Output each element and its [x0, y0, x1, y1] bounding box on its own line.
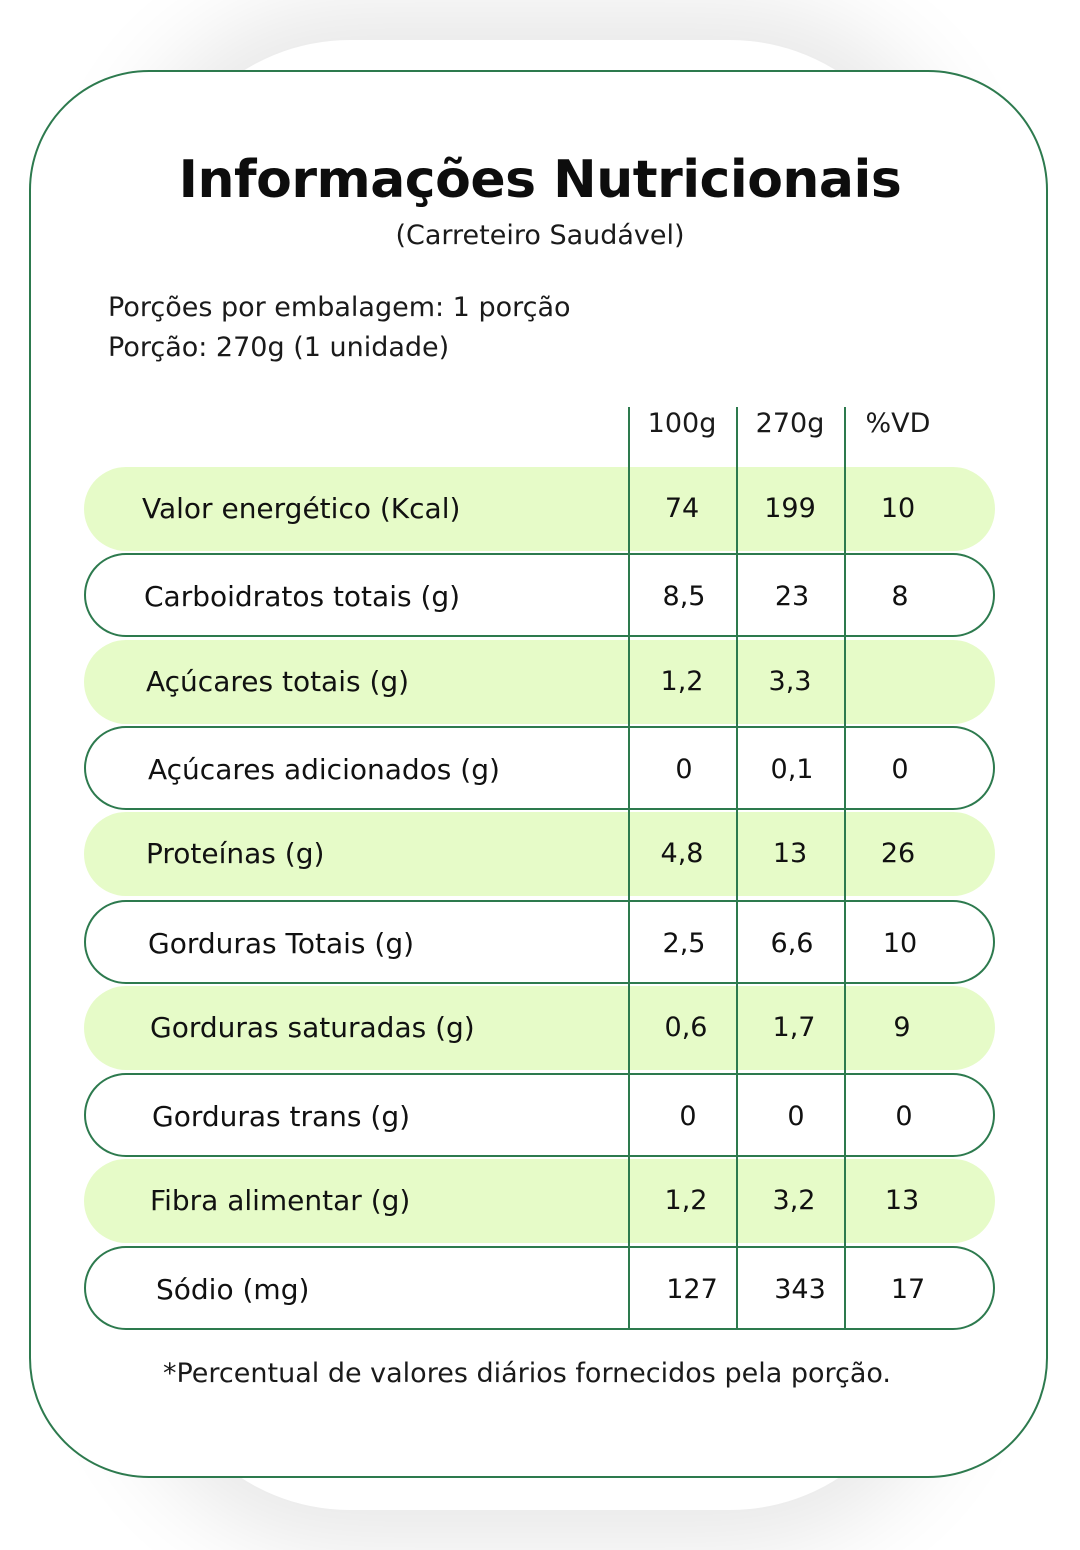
- value-270g: 343: [774, 1274, 826, 1305]
- row-label: Valor energético (Kcal): [142, 492, 461, 525]
- column-header-vd: %VD: [865, 408, 931, 439]
- row-label: Gorduras saturadas (g): [150, 1011, 475, 1044]
- table-row: [84, 1159, 995, 1243]
- row-label: Gorduras Totais (g): [148, 927, 415, 960]
- value-vd: [844, 640, 952, 724]
- value-100g: 74: [664, 493, 700, 524]
- value-270g: 0: [787, 1101, 805, 1132]
- row-label: Gorduras trans (g): [152, 1100, 411, 1133]
- page-title: Informações Nutricionais: [178, 150, 902, 210]
- row-label: Açúcares adicionados (g): [148, 753, 500, 786]
- value-270g: 3,3: [768, 666, 812, 697]
- value-270g: 23: [774, 581, 810, 612]
- value-100g: 0,6: [664, 1012, 708, 1043]
- value-vd: 0: [891, 754, 909, 785]
- value-270g: 199: [764, 493, 816, 524]
- value-100g: 0: [675, 754, 693, 785]
- column-divider: [844, 407, 846, 1330]
- value-vd: 8: [891, 581, 909, 612]
- row-label: Açúcares totais (g): [146, 665, 410, 698]
- servings-per-package: Porções por embalagem: 1 porção: [108, 292, 571, 323]
- value-vd: 0: [895, 1101, 913, 1132]
- table-row: [84, 900, 995, 984]
- table-row: [84, 726, 995, 810]
- table-row: [84, 467, 995, 551]
- value-100g: 1,2: [664, 1185, 708, 1216]
- table-row: [84, 1246, 995, 1330]
- value-270g: 13: [772, 838, 808, 869]
- product-subtitle: (Carreteiro Saudável): [395, 220, 685, 251]
- value-vd: 26: [880, 838, 916, 869]
- value-100g: 8,5: [662, 581, 706, 612]
- column-header-100g: 100g: [647, 408, 717, 439]
- value-270g: 3,2: [772, 1185, 816, 1216]
- column-divider: [628, 407, 630, 1330]
- table-row: [84, 553, 995, 637]
- table-row: [84, 640, 995, 724]
- table-row: [84, 986, 995, 1070]
- portion-size: Porção: 270g (1 unidade): [108, 332, 450, 363]
- value-100g: 127: [666, 1274, 718, 1305]
- value-100g: 2,5: [662, 928, 706, 959]
- value-vd: 13: [884, 1185, 920, 1216]
- value-100g: 1,2: [660, 666, 704, 697]
- table-row: [84, 1073, 995, 1157]
- value-270g: 1,7: [772, 1012, 816, 1043]
- column-divider: [736, 407, 738, 1330]
- value-270g: 6,6: [770, 928, 814, 959]
- value-100g: 0: [679, 1101, 697, 1132]
- value-270g: 0,1: [770, 754, 814, 785]
- row-label: Carboidratos totais (g): [144, 580, 461, 613]
- value-vd: 10: [882, 928, 918, 959]
- table-row: [84, 812, 995, 896]
- value-vd: 10: [880, 493, 916, 524]
- value-vd: 17: [890, 1274, 926, 1305]
- value-vd: 9: [893, 1012, 911, 1043]
- value-100g: 4,8: [660, 838, 704, 869]
- row-label: Proteínas (g): [146, 837, 325, 870]
- column-header-270g: 270g: [755, 408, 825, 439]
- footnote: *Percentual de valores diários fornecidos pela porção.: [162, 1358, 892, 1389]
- row-label: Sódio (mg): [156, 1273, 310, 1306]
- row-label: Fibra alimentar (g): [150, 1184, 411, 1217]
